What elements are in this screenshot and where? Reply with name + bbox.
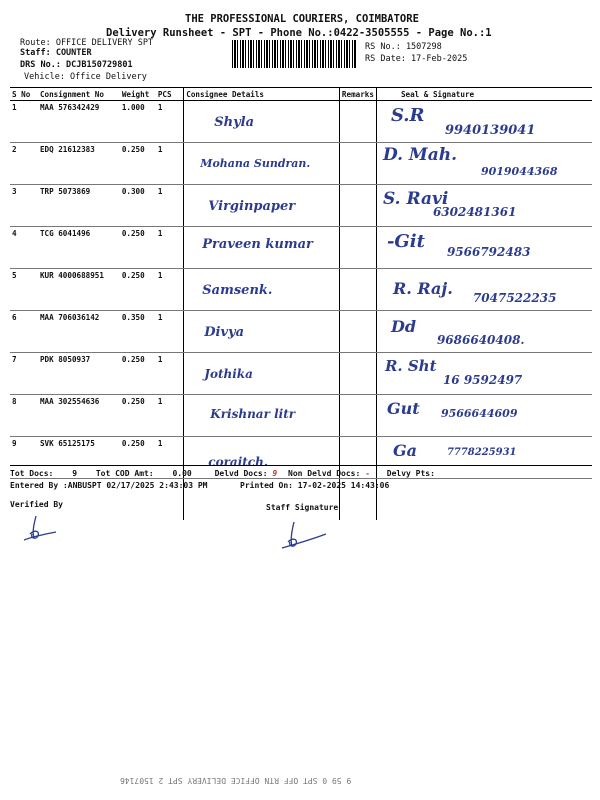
sno: 9 (10, 437, 38, 479)
tot-docs-label: Tot Docs: (10, 469, 54, 478)
sno: 4 (10, 227, 38, 269)
table-row (10, 101, 592, 143)
weight: 0.300 (120, 185, 156, 227)
runsheet-table (10, 87, 592, 520)
staff: Staff: COUNTER (20, 48, 92, 58)
sno: 8 (10, 395, 38, 437)
table-header-row (10, 88, 592, 101)
table-row (10, 353, 592, 395)
pcs: 1 (156, 353, 184, 395)
sno: 2 (10, 143, 38, 185)
consignee-cell (184, 311, 340, 353)
seal-signature: Gut (386, 399, 420, 418)
tot-docs-value: 9 (72, 469, 78, 478)
consignment-no: PDK 8050937 (38, 353, 120, 395)
consignee-cell (184, 269, 340, 311)
seal-phone: 9566792483 (446, 245, 531, 259)
remarks (339, 353, 376, 395)
seal-signature: Dd (390, 317, 416, 336)
consignee-name: Shyla (214, 115, 255, 130)
seal-signature: R. Sht (384, 357, 437, 375)
consignment-no: TRP 5073869 (38, 185, 120, 227)
seal-phone: 9940139041 (444, 123, 536, 138)
remarks (339, 395, 376, 437)
seal-cell (376, 101, 592, 143)
consignment-no: KUR 4000688951 (38, 269, 120, 311)
delvd-docs-label: Delvd Docs: (214, 469, 268, 478)
consignee-name: Samsenk. (202, 283, 273, 298)
remarks (339, 227, 376, 269)
col-consignee: Consignee Details (184, 88, 340, 101)
delvy-pts-label: Delvy Pts: (386, 469, 435, 478)
sno: 7 (10, 353, 38, 395)
table-row (10, 269, 592, 311)
tot-cod-label: Tot COD Amt: (95, 469, 154, 478)
seal-cell (376, 479, 592, 521)
totals-line (10, 469, 435, 478)
seal-phone: 7047522235 (472, 291, 557, 305)
seal-phone: 9019044368 (480, 165, 558, 178)
consignment-no: TCG 6041496 (38, 227, 120, 269)
staff-signature-label: Staff Signature (266, 503, 339, 512)
consignee-cell (184, 353, 340, 395)
pcs: 1 (156, 101, 184, 143)
consignment-no: MAA 302554636 (38, 395, 120, 437)
col-sno: S No (10, 88, 38, 101)
col-pcs: PCS (156, 88, 184, 101)
sno: 6 (10, 311, 38, 353)
seal-signature: D. Mah. (382, 145, 458, 165)
seal-phone: 16 9592497 (442, 373, 523, 387)
consignment-no: MAA 576342429 (38, 101, 120, 143)
table-row (10, 395, 592, 437)
seal-cell (376, 353, 592, 395)
pcs: 1 (156, 143, 184, 185)
consignee-cell (184, 143, 340, 185)
weight: 0.250 (120, 227, 156, 269)
runsheet-line: Delivery Runsheet - SPT - Phone No.:0422-3505555 - Page No.:1 (106, 27, 492, 39)
seal-signature: R. Raj. (392, 279, 453, 298)
delvd-docs-value: 9 (272, 469, 278, 478)
consignee-name: Divya (204, 325, 245, 340)
mirrored-footer-text: 9 59 0 SPT OFF RTN OFFICE DELIVERY SPT 2 1507146 (120, 776, 352, 785)
entered-by: Entered By :ANBUSPT 02/17/2025 2:43:03 PM (10, 481, 208, 490)
rs-no: RS No.: 1507298 (365, 42, 442, 52)
table-bottom-rule (10, 465, 592, 466)
pcs: 1 (156, 311, 184, 353)
weight: 0.250 (120, 143, 156, 185)
consignee-name: Virginpaper (208, 199, 296, 214)
weight: 0.250 (120, 353, 156, 395)
weight: 1.000 (120, 101, 156, 143)
col-remarks: Remarks (339, 88, 376, 101)
consignment-no: EDQ 21612383 (38, 143, 120, 185)
weight: 0.250 (120, 395, 156, 437)
consignee-name: Praveen kumar (202, 237, 313, 252)
staff-signature-icon (280, 518, 330, 552)
seal-cell (376, 311, 592, 353)
consignment-no: SVK 65125175 (38, 437, 120, 479)
seal-signature: Ga (392, 441, 417, 460)
seal-signature: S. Ravi (382, 189, 449, 209)
remarks (339, 143, 376, 185)
remarks (339, 185, 376, 227)
seal-phone: 9686640408. (436, 333, 525, 347)
vehicle: Vehicle: Office Delivery (24, 72, 147, 82)
barcode (232, 40, 356, 68)
seal-cell (376, 143, 592, 185)
pcs: 1 (156, 227, 184, 269)
seal-phone: 9566644609 (440, 407, 518, 420)
company-name: THE PROFESSIONAL COURIERS, COIMBATORE (185, 13, 419, 25)
seal-cell (376, 227, 592, 269)
weight: 0.350 (120, 311, 156, 353)
pcs: 1 (156, 437, 184, 479)
sno: 1 (10, 101, 38, 143)
seal-phone: 7778225931 (446, 447, 517, 458)
table-row (10, 185, 592, 227)
seal-phone: 6302481361 (432, 205, 517, 219)
col-seal: Seal & Signature (376, 88, 592, 101)
weight: 0.250 (120, 269, 156, 311)
route: Route: OFFICE DELIVERY SPT (20, 38, 154, 48)
seal-signature: S.R (390, 105, 425, 126)
seal-cell (376, 185, 592, 227)
pcs: 1 (156, 269, 184, 311)
printed-on: Printed On: 17-02-2025 14:43:06 (240, 481, 390, 490)
consignee-cell (184, 185, 340, 227)
sno: 3 (10, 185, 38, 227)
seal-signature: -Git (386, 231, 425, 252)
pcs: 1 (156, 185, 184, 227)
seal-cell (376, 269, 592, 311)
table-row (10, 311, 592, 353)
rs-date: RS Date: 17-Feb-2025 (365, 54, 468, 64)
sno: 5 (10, 269, 38, 311)
remarks (339, 269, 376, 311)
pcs: 1 (156, 395, 184, 437)
consignee-name: coraitch. (208, 455, 268, 469)
verified-by-label: Verified By (10, 500, 63, 509)
weight: 0.250 (120, 437, 156, 479)
non-delvd-value: - (365, 469, 370, 478)
col-consignment: Consignment No (38, 88, 120, 101)
consignee-cell (184, 101, 340, 143)
non-delvd-label: Non Delvd Docs: (288, 469, 361, 478)
tot-cod-value: 0.00 (172, 469, 192, 478)
verified-signature-icon (20, 512, 60, 546)
drs-no: DRS No.: DCJB150729801 (20, 60, 133, 70)
table-row (10, 227, 592, 269)
consignee-name: Jothika (204, 367, 253, 381)
consignment-no: MAA 706036142 (38, 311, 120, 353)
consignee-name: Mohana Sundran. (200, 157, 311, 170)
remarks (339, 311, 376, 353)
table-row (10, 143, 592, 185)
consignee-cell (184, 227, 340, 269)
seal-cell (376, 395, 592, 437)
col-weight: Weight (120, 88, 156, 101)
consignee-cell (184, 395, 340, 437)
remarks (339, 101, 376, 143)
consignee-name: Krishnar litr (210, 407, 296, 421)
